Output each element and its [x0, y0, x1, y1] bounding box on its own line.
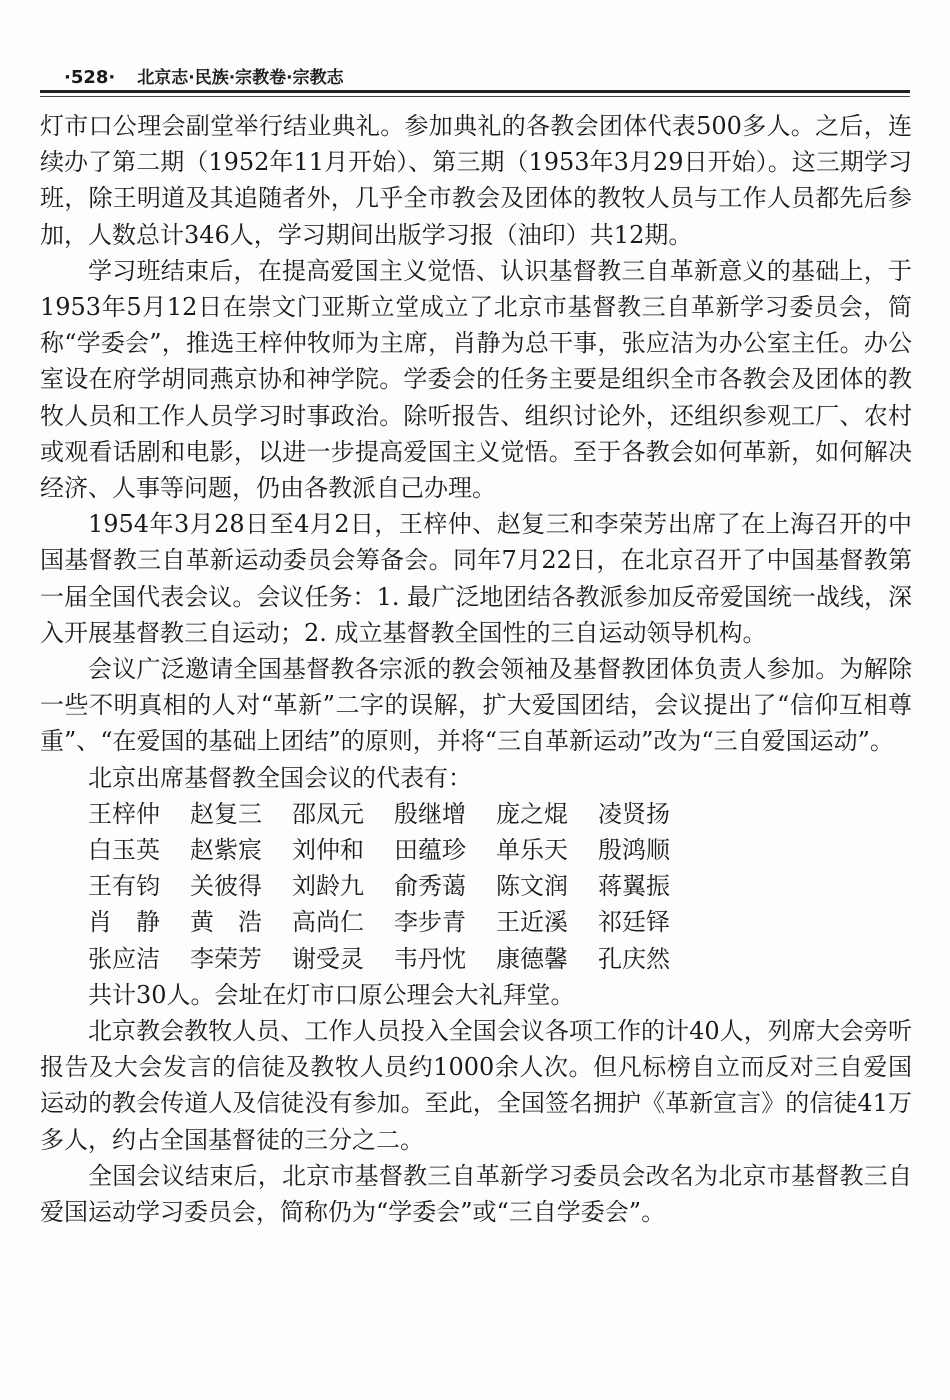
delegate-name: 邵凤元	[292, 799, 364, 828]
delegate-name: 王近溪	[496, 908, 568, 937]
delegate-name: 刘仲和	[292, 836, 364, 865]
delegate-name: 康德馨	[496, 944, 568, 973]
header-rule-thin	[40, 96, 910, 97]
paragraph: 学习班结束后，在提高爱国主义觉悟、认识基督教三自革新意义的基础上，于1953年5月12日在崇文门亚斯立堂成立了北京市基督教三自革新学习委员会，简称“学委会”，推选王梓仲牧师为主席，肖静为总干事，张应洁为办公室主任。办公室设在府学胡同燕京协和神学院。学委会的任务主要是组织全市各教会及团体的教牧人员和工作人员学习时事政治。除听报告、组织讨论外，还组织参观工厂、农村或观看话剧和电影，以进一步提高爱国主义觉悟。至于各教会如何革新，如何解决经济、人事等问题，仍由各教派自己办理。	[40, 256, 912, 503]
delegate-name: 殷鸿顺	[598, 836, 670, 865]
page-number: ·528·	[64, 67, 116, 88]
delegate-name: 白玉英	[88, 836, 160, 865]
delegates-total: 共计30人。会址在灯市口原公理会大礼拜堂。	[88, 980, 575, 1009]
delegate-name: 谢受灵	[292, 944, 364, 973]
delegate-row	[88, 832, 912, 868]
delegate-name: 高尚仁	[292, 908, 364, 937]
delegate-name: 张应洁	[88, 944, 160, 973]
delegate-name: 单乐天	[496, 836, 568, 865]
delegate-name: 田蕴珍	[394, 836, 466, 865]
running-header	[64, 58, 910, 88]
delegate-name: 赵紫宸	[190, 836, 262, 865]
delegate-name: 凌贤扬	[598, 799, 670, 828]
delegate-name: 孔庆然	[598, 944, 670, 973]
page-body	[40, 108, 912, 1230]
delegate-row	[88, 796, 912, 832]
delegate-name: 蒋翼振	[598, 872, 670, 901]
delegate-row	[88, 868, 912, 904]
paragraph: 会议广泛邀请全国基督教各宗派的教会领袖及基督教团体负责人参加。为解除一些不明真相的人对“革新”二字的误解，扩大爱国团结，会议提出了“信仰互相尊重”、“在爱国的基础上团结”的原则，并将“三自革新运动”改为“三自爱国运动”。	[40, 655, 912, 756]
delegate-name: 王有钧	[88, 872, 160, 901]
delegate-name: 黄 浩	[190, 908, 262, 937]
delegates-intro: 北京出席基督教全国会议的代表有：	[88, 763, 472, 792]
delegate-name: 俞秀蔼	[394, 872, 466, 901]
delegate-name: 李步青	[394, 908, 466, 937]
delegate-name: 王梓仲	[88, 799, 160, 828]
delegate-list	[88, 796, 912, 977]
paragraph: 灯市口公理会副堂举行结业典礼。参加典礼的各教会团体代表500多人。之后，连续办了第二期（1952年11月开始）、第三期（1953年3月29日开始）。这三期学习班，除王明道及其追随者外，几乎全市教会及团体的教牧人员与工作人员都先后参加，人数总计346人，学习期间出版学习报（油印）共12期。	[40, 112, 912, 249]
delegate-name: 韦丹忱	[394, 944, 466, 973]
delegate-name: 刘龄九	[292, 872, 364, 901]
paragraph: 全国会议结束后，北京市基督教三自革新学习委员会改名为北京市基督教三自爱国运动学习委员会，简称仍为“学委会”或“三自学委会”。	[40, 1161, 912, 1227]
delegate-name: 肖 静	[88, 908, 160, 937]
header-rule-thick	[40, 90, 910, 93]
delegate-row	[88, 941, 912, 977]
delegate-row	[88, 904, 912, 940]
delegate-name: 殷继增	[394, 799, 466, 828]
delegate-name: 陈文润	[496, 872, 568, 901]
delegate-name: 庞之焜	[496, 799, 568, 828]
delegate-name: 李荣芳	[190, 944, 262, 973]
delegate-name: 赵复三	[190, 799, 262, 828]
paragraph: 北京教会教牧人员、工作人员投入全国会议各项工作的计40人，列席大会旁听报告及大会发言的信徒及教牧人员约1000余人次。但凡标榜自立而反对三自爱国运动的教会传道人及信徒没有参加。至此，全国签名拥护《革新宣言》的信徒41万多人，约占全国基督徒的三分之二。	[40, 1017, 912, 1154]
delegate-name: 关彼得	[190, 872, 262, 901]
book-title: 北京志·民族·宗教卷·宗教志	[137, 68, 344, 88]
paragraph: 1954年3月28日至4月2日，王梓仲、赵复三和李荣芳出席了在上海召开的中国基督教三自革新运动委员会筹备会。同年7月22日，在北京召开了中国基督教第一届全国代表会议。会议任务：1. 最广泛地团结各教派参加反帝爱国统一战线，深入开展基督教三自运动；2. 成立基督教全国性的三自运动领导机构。	[40, 510, 912, 647]
delegate-name: 祁廷铎	[598, 908, 670, 937]
